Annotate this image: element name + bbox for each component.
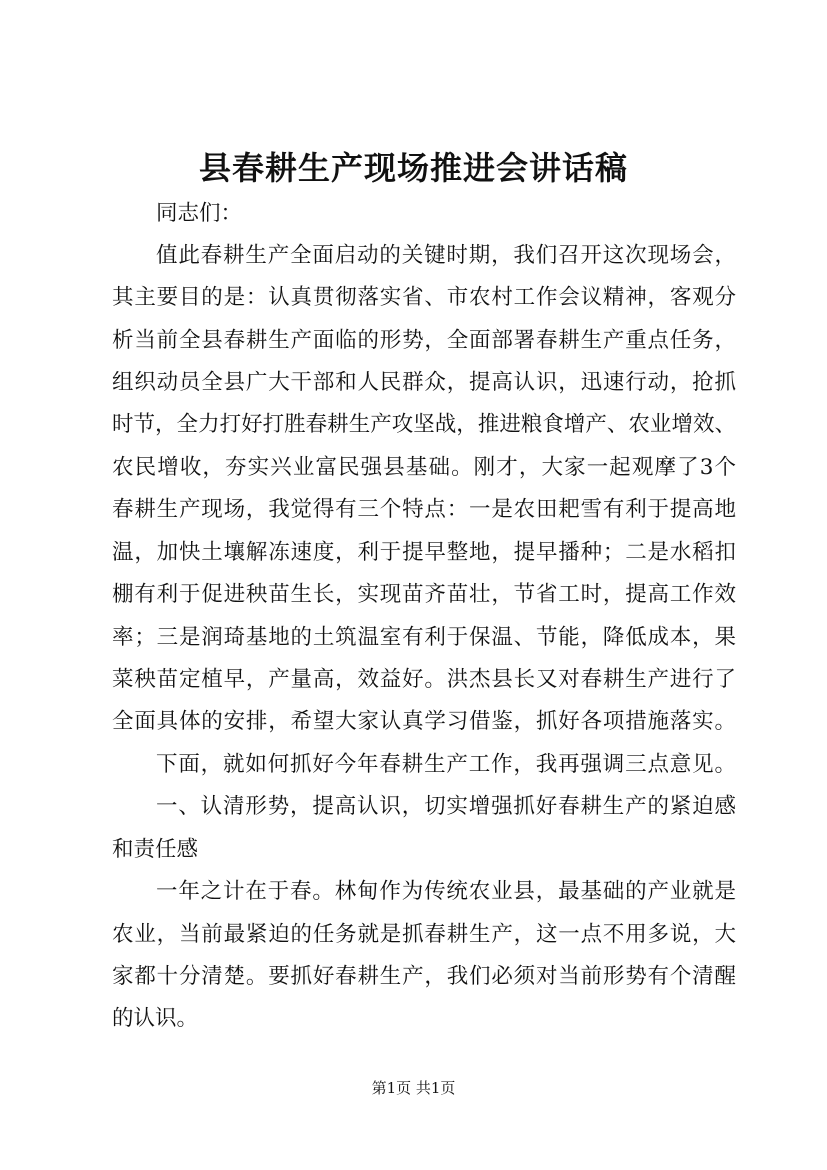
section-heading-line: 和责任感 xyxy=(112,837,199,862)
paragraph-line: 温，加快土壤解冻速度，利于提早整地，提早播种；二是水稻扣 xyxy=(112,540,736,565)
paragraph-line: 棚有利于促进秧苗生长，实现苗齐苗壮，节省工时，提高工作效 xyxy=(112,582,736,607)
paragraph-line: 一年之计在于春。林甸作为传统农业县，最基础的产业就是 xyxy=(156,879,736,904)
paragraph-line: 农民增收，夯实兴业富民强县基础。刚才，大家一起观摩了3个 xyxy=(112,455,736,480)
paragraph-line: 率；三是润琦基地的土筑温室有利于保温、节能，降低成本，果 xyxy=(112,625,736,650)
paragraph-line: 值此春耕生产全面启动的关键时期，我们召开这次现场会， xyxy=(156,243,736,268)
paragraph-line: 全面具体的安排，希望大家认真学习借鉴，抓好各项措施落实。 xyxy=(112,709,736,734)
salutation: 同志们： xyxy=(156,201,243,226)
page-footer: 第1页 共1页 xyxy=(371,1079,456,1097)
paragraph-line: 时节，全力打好打胜春耕生产攻坚战，推进粮食增产、农业增效、 xyxy=(112,412,736,437)
paragraph-line: 下面，就如何抓好今年春耕生产工作，我再强调三点意见。 xyxy=(156,752,736,777)
paragraph-line: 家都十分清楚。要抓好春耕生产，我们必须对当前形势有个清醒 xyxy=(112,964,736,989)
paragraph-line: 组织动员全县广大干部和人民群众，提高认识，迅速行动，抢抓 xyxy=(112,370,736,395)
paragraph-line: 菜秧苗定植早，产量高，效益好。洪杰县长又对春耕生产进行了 xyxy=(112,667,736,692)
paragraph-line: 春耕生产现场，我觉得有三个特点：一是农田耙雪有利于提高地 xyxy=(112,497,736,522)
document-title: 县春耕生产现场推进会讲话稿 xyxy=(198,149,628,187)
paragraph-line: 析当前全县春耕生产面临的形势，全面部署春耕生产重点任务， xyxy=(112,328,736,353)
paragraph-line: 农业，当前最紧迫的任务就是抓春耕生产，这一点不用多说，大 xyxy=(112,922,736,947)
paragraph-line: 的认识。 xyxy=(112,1006,199,1031)
section-heading-line: 一、认清形势，提高认识，切实增强抓好春耕生产的紧迫感 xyxy=(156,794,736,819)
paragraph-line: 其主要目的是：认真贯彻落实省、市农村工作会议精神，客观分 xyxy=(112,285,736,310)
